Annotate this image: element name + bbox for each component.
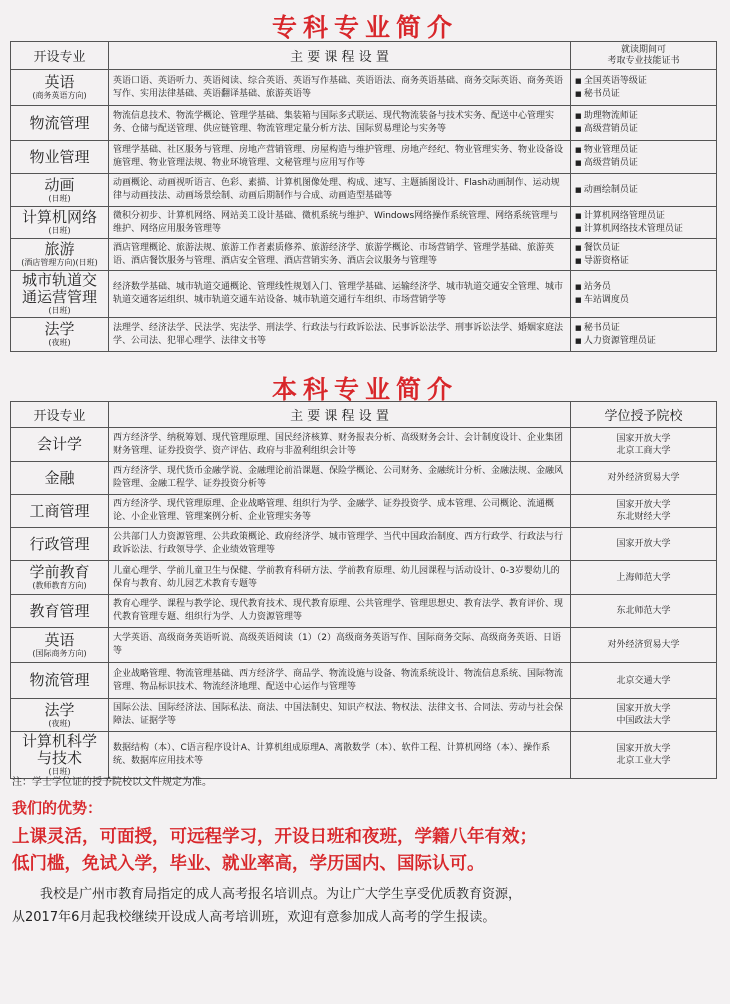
major-name: 英语 [44, 73, 75, 91]
table-row [11, 428, 717, 462]
header-courses: 主 要 课 程 设 置 [109, 402, 571, 428]
footnote: 注：学士学位证的授予院校以文件规定为准。 [12, 777, 212, 788]
major-sub: (日班) [48, 306, 71, 315]
major-sub: (日班) [48, 193, 71, 203]
courses-cell: 经济数学基础、城市轨道交通概论、管理线性规划入门、管理学基础、运输经济学、城市轨道交通安全管理、城市轨道交通客运组织、城市轨道交通车站设备、城市轨道交通行车组织、市场营销学等 [109, 271, 571, 318]
header-major: 开设专业 [11, 402, 109, 428]
school-item: 东北财经大学 [616, 512, 671, 522]
table-row [11, 70, 717, 106]
cert-item: ■ 高级营销员证 [575, 123, 712, 136]
cert-item: ■ 秘书员证 [575, 322, 712, 335]
table-row [11, 207, 717, 239]
courses-cell: 西方经济学、纳税筹划、现代管理原理、国民经济核算、财务报表分析、高级财务会计、会计制度设计、企业集团财务管理、证券投资学、资产评估、政府与非盈利组织会计等 [109, 428, 571, 462]
major-sub: (国际商务方向) [32, 648, 87, 658]
school-cell [571, 628, 717, 663]
courses-cell: 大学英语、高级商务英语听说、高级英语阅读（1）（2）高级商务英语写作、国际商务交际、高级商务英语、日语等 [109, 628, 571, 663]
table-row [11, 663, 717, 699]
benke-title: 本科专业简介 [271, 375, 458, 404]
school-item: 中国政法大学 [616, 716, 671, 726]
cert-item: ■ 秘书员证 [575, 88, 712, 101]
school-item: 国家开放大学 [616, 539, 671, 549]
cert-item: ■ 助理物流师证 [575, 110, 712, 123]
school-item: 北京工业大学 [616, 756, 671, 766]
major-cell [11, 428, 109, 462]
courses-cell: 儿童心理学、学前儿童卫生与保健、学前教育科研方法、学前教育原理、幼儿园课程与活动设计、0-3岁婴幼儿的保育与教育、幼儿园艺术教育专题等 [109, 561, 571, 595]
courses-cell: 企业战略管理、物流管理基础、西方经济学、商品学、物流设施与设备、物流系统设计、物流信息系统、国际物流管理、物品标识技术、物流经济地理、配送中心运作与管理等 [109, 663, 571, 699]
intro-paragraph-line-1: 我校是广州市教育局指定的成人高考报名培训点。为让广大学生享受优质教育资源， [40, 887, 522, 902]
major-cell [11, 239, 109, 271]
school-item: 对外经济贸易大学 [607, 640, 680, 650]
major-name: 行政管理 [29, 534, 90, 553]
table-row [11, 595, 717, 628]
zhuanke-title: 专科专业简介 [271, 13, 458, 42]
school-item: 国家开放大学 [616, 704, 671, 714]
zhuanke-table [10, 41, 717, 352]
cert-item: ■ 物业管理员证 [575, 144, 712, 157]
major-cell [11, 174, 109, 207]
advantages-line-1: 上课灵活，可面授，可远程学习，开设日班和夜班，学籍八年有效； [12, 827, 537, 847]
header-courses: 主 要 课 程 设 置 [109, 42, 571, 70]
courses-cell: 教育心理学、课程与教学论、现代教育技术、现代教育原理、公共管理学、管理思想史、教育法学、教育评价、现代教育管理专题、组织行为学、人力资源管理等 [109, 595, 571, 628]
major-name: 工商管理 [29, 501, 90, 520]
major-sub: (日班) [48, 226, 71, 235]
major-cell [11, 561, 109, 595]
major-name: 旅游 [44, 240, 75, 258]
courses-cell: 管理学基础、社区服务与管理、房地产营销管理、房屋构造与维护管理、房地产经纪、物业管理实务、物业设备设施管理、物业管理法规、物业环境管理、文秘管理与应用写作等 [109, 141, 571, 174]
cert-cell [571, 174, 717, 207]
major-cell [11, 207, 109, 239]
cert-cell [571, 271, 717, 318]
major-name: 法学 [44, 700, 75, 719]
courses-cell: 西方经济学、现代货币金融学说、金融理论前沿课题、保险学概论、公司财务、金融统计分析、金融法规、金融风险管理、金融工程学、证券投资分析等 [109, 462, 571, 495]
cert-cell [571, 239, 717, 271]
major-sub: (商务英语方向) [32, 91, 87, 100]
cert-cell [571, 141, 717, 174]
table-row [11, 462, 717, 495]
cert-item: ■ 站务员 [575, 281, 712, 294]
major-sub: (酒店管理方向)(日班) [21, 258, 98, 267]
courses-cell: 法理学、经济法学、民法学、宪法学、刑法学、行政法与行政诉讼法、民事诉讼法学、刑事诉讼法学、婚姻家庭法学、公司法、犯罪心理学、法律文书等 [109, 318, 571, 352]
major-name: 学前教育 [29, 563, 90, 581]
header-cert: 就读期间可 考取专业技能证书 [571, 42, 717, 70]
school-cell [571, 495, 717, 528]
cert-item: ■ 计算机网络管理员证 [575, 210, 712, 223]
major-name: 英语 [44, 630, 75, 649]
courses-cell: 微积分初步、计算机网络、网站美工设计基础、微机系统与维护、Windows网络操作系统管理、网络系统管理与维护、网络应用服务管理等 [109, 207, 571, 239]
major-name: 物业管理 [29, 147, 90, 166]
major-name: 城市轨道交通运营管理 [21, 271, 97, 306]
major-name: 动画 [44, 175, 75, 194]
benke-table [10, 401, 717, 779]
table-row [11, 271, 717, 318]
table-row [11, 699, 717, 732]
courses-cell: 数据结构（本）、C语言程序设计A、计算机组成原理A、离散数学（本）、软件工程、计算机网络（本）、操作系统、数据库应用技术等 [109, 732, 571, 779]
table-row [11, 239, 717, 271]
major-sub: (日班) [48, 767, 71, 776]
major-name: 计算机网络 [21, 208, 97, 226]
major-name: 教育管理 [29, 601, 90, 620]
table-row [11, 495, 717, 528]
courses-cell: 国际公法、国际经济法、国际私法、商法、中国法制史、知识产权法、物权法、法律文书、合同法、劳动与社会保障法、证据学等 [109, 699, 571, 732]
major-cell [11, 318, 109, 352]
school-item: 北京交通大学 [616, 675, 671, 686]
major-name: 金融 [44, 468, 75, 487]
cert-item: ■ 人力资源管理员证 [575, 335, 712, 348]
major-cell [11, 528, 109, 561]
school-cell [571, 428, 717, 462]
cert-item: ■ 车站调度员 [575, 294, 712, 307]
table-row [11, 561, 717, 595]
major-name: 会计学 [36, 435, 82, 453]
table-row [11, 141, 717, 174]
cert-cell [571, 207, 717, 239]
school-item: 上海师范大学 [616, 572, 671, 583]
school-cell [571, 528, 717, 561]
major-name: 物流管理 [29, 671, 90, 689]
school-item: 国家开放大学 [616, 500, 671, 510]
cert-cell [571, 70, 717, 106]
school-item: 北京工商大学 [616, 445, 671, 456]
table-row [11, 732, 717, 779]
major-cell [11, 663, 109, 699]
advantages-title: 我们的优势： [12, 799, 103, 817]
header-major: 开设专业 [11, 42, 109, 70]
major-name: 法学 [44, 320, 75, 338]
cert-item: ■ 全国英语等级证 [575, 75, 712, 88]
cert-item: ■ 导游资格证 [575, 255, 712, 268]
major-cell [11, 595, 109, 628]
school-item: 国家开放大学 [616, 744, 671, 754]
cert-item: ■ 计算机网络技术管理员证 [575, 223, 712, 236]
major-cell [11, 70, 109, 106]
school-cell [571, 699, 717, 732]
major-name: 计算机科学与技术 [21, 732, 97, 767]
school-cell [571, 732, 717, 779]
cert-item: ■ 动画绘制员证 [575, 184, 712, 197]
school-item: 东北师范大学 [616, 606, 671, 616]
table-row [11, 106, 717, 141]
major-sub: (夜班) [48, 338, 71, 347]
cert-item: ■ 餐饮员证 [575, 242, 712, 255]
major-cell [11, 732, 109, 779]
courses-cell: 物流信息技术、物流学概论、管理学基础、集装箱与国际多式联运、现代物流装备与技术实务、配送中心管理实务、仓储与配送管理、供应链管理、物流管理定量分析方法、国际贸易理论与实务等 [109, 106, 571, 141]
major-cell [11, 462, 109, 495]
courses-cell: 酒店管理概论、旅游法规、旅游工作者素质修养、旅游经济学、旅游学概论、市场营销学、管理学基础、旅游英语、酒店餐饮服务与管理、酒店安全管理、酒店营销实务、酒店会议服务与管理等 [109, 239, 571, 271]
courses-cell: 公共部门人力资源管理、公共政策概论、政府经济学、城市管理学、当代中国政治制度、西方行政学、行政法与行政诉讼法、行政领导学、企业绩效管理等 [109, 528, 571, 561]
school-cell [571, 663, 717, 699]
table-row [11, 318, 717, 352]
school-cell [571, 561, 717, 595]
school-item: 对外经济贸易大学 [607, 473, 680, 483]
cert-cell [571, 106, 717, 141]
major-cell [11, 141, 109, 174]
courses-cell: 英语口语、英语听力、英语阅读、综合英语、英语写作基础、英语语法、商务英语基础、商务交际英语、商务英语写作、实用法律基础、英语翻译基础、旅游英语等 [109, 70, 571, 106]
courses-cell: 西方经济学、现代管理原理、企业战略管理、组织行为学、金融学、证券投资学、成本管理、公司概论、流通概论、小企业管理、管理案例分析、企业管理实务等 [109, 495, 571, 528]
intro-paragraph-line-2: 从2017年6月起我校继续开设成人高考培训班，欢迎有意参加成人高考的学生报读。 [12, 910, 496, 925]
table-row [11, 528, 717, 561]
major-name: 物流管理 [29, 113, 90, 132]
table-row [11, 628, 717, 663]
advantages-line-2: 低门槛，免试入学，毕业、就业率高，学历国内、国际认可。 [12, 854, 485, 874]
school-cell [571, 462, 717, 495]
cert-cell [571, 318, 717, 352]
courses-cell: 动画概论、动画视听语言、色彩、素描、计算机图像处理、构成、速写、主题插图设计、Flash动画制作、运动规律与动画技法、动画场景绘制、动画后期制作与合成、动画造型基础等 [109, 174, 571, 207]
major-cell [11, 628, 109, 663]
major-sub: (教师教育方向) [32, 581, 87, 590]
major-cell [11, 106, 109, 141]
major-cell [11, 699, 109, 732]
school-item: 国家开放大学 [616, 433, 671, 444]
cert-item: ■ 高级营销员证 [575, 157, 712, 170]
table-row [11, 174, 717, 207]
major-sub: (夜班) [48, 718, 71, 728]
major-cell [11, 271, 109, 318]
header-school: 学位授予院校 [571, 402, 717, 428]
major-cell [11, 495, 109, 528]
school-cell [571, 595, 717, 628]
